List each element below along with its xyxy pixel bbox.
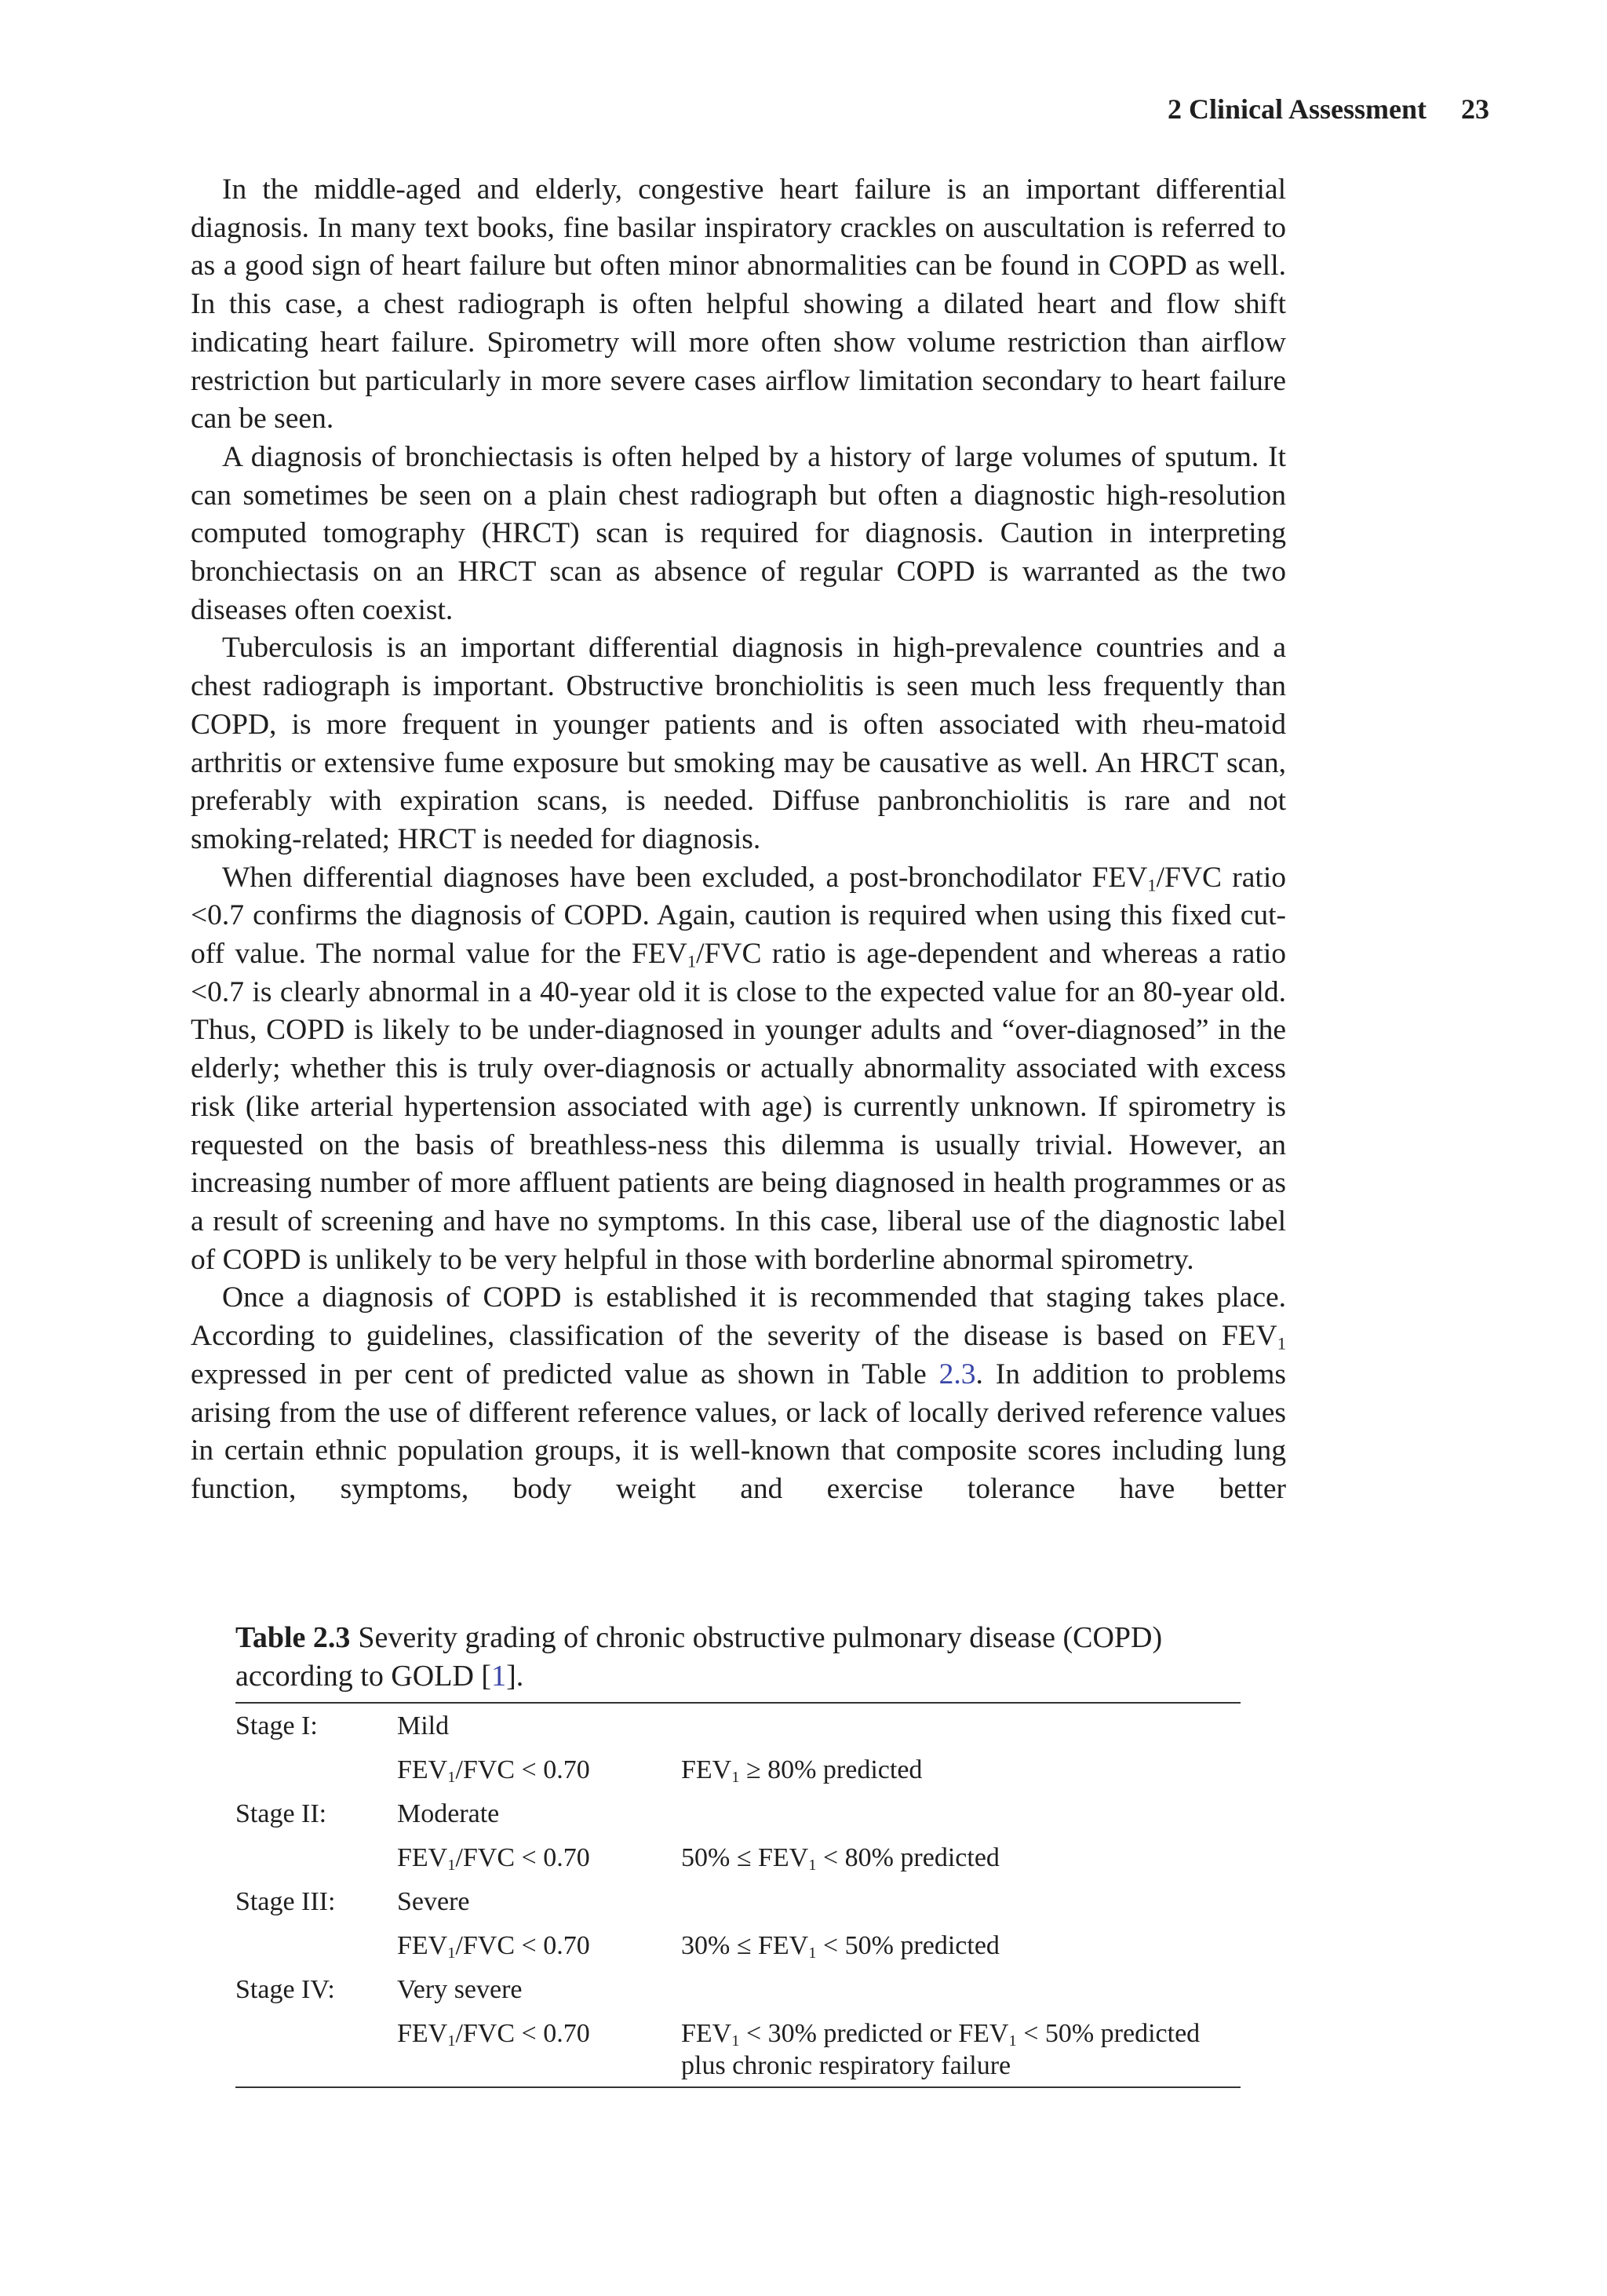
- table-bottom-rule: [235, 2086, 1241, 2088]
- stage-label: Stage IV:: [235, 1975, 335, 2004]
- severity-label: Mild: [397, 1711, 450, 1740]
- ratio-cell: $FEV_1$/FVC < 0.70: [397, 1931, 590, 1963]
- chapter-title: 2 Clinical Assessment: [1167, 93, 1427, 125]
- paragraph-tuberculosis: Tuberculosis is an important differential diagnosis in high-prevalence countries and a chest radiograph is important. Obstructive bronchiolitis is seen much less frequently than COPD, is more frequent in younger patients and is often associated with rheu-matoid arthritis or extensive fume exposure but smoking may be causative as well. An HRCT scan, preferably with expiration scans, is needed. Diffuse panbronchiolitis is rare and not smoking-related; HRCT is needed for diagnosis.: [191, 632, 1286, 855]
- stage-label: Stage I:: [235, 1711, 318, 1740]
- criterion-cell: $FEV_1 \ge 80\%$ predicted: [681, 1755, 923, 1787]
- paragraph-heart-failure: In the middle-aged and elderly, congestive heart failure is an important differential diagnosis. In many text books, fine basilar inspiratory crackles on auscultation is referred to as a good sign of heart failure but often minor abnormalities can be found in COPD as well. In this case, a chest radiograph is often helpful showing a dilated heart and flow shift indicating heart failure. Spirometry will more often show volume restriction than airflow restriction but particularly in more severe cases airflow limitation secondary to heart failure can be seen.: [191, 173, 1286, 436]
- criterion-cell: $FEV_1 < 30\%$ predicted or $FEV_1 < 50\%$ predicted plus chronic respiratory failure: [681, 2019, 1201, 2080]
- severity-table: [235, 1619, 1241, 2088]
- citation-link[interactable]: 1: [491, 1660, 507, 1693]
- paragraph-staging: Once a diagnosis of COPD is established it is recommended that staging takes place. According to guidelines, classification of the severity of the disease is based on $FEV_1$ expressed in per cent of predicted value as shown in Table 2.3. In addition to problems arising from the use of different reference values, or lack of locally derived reference values in certain ethnic population groups, it is well-known that composite scores including lung function, symptoms, body weight and exercise tolerance have better: [191, 1281, 1287, 1505]
- criterion-cell: $50\% \le FEV_1 < 80\%$ predicted: [681, 1843, 1000, 1875]
- paragraph-bronchiectasis: A diagnosis of bronchiectasis is often helped by a history of large volumes of sputum. It can sometimes be seen on a plain chest radiograph but often a diagnostic high-resolution computed tomography (HRCT) scan is required for diagnosis. Caution in interpreting bronchiectasis on an HRCT scan as absence of regular COPD is warranted as the two diseases often coexist.: [191, 440, 1286, 626]
- running-header: [1168, 93, 1489, 126]
- stage-label: Stage II:: [235, 1799, 327, 1828]
- ratio-cell: $FEV_1$/FVC < 0.70: [397, 1843, 590, 1875]
- table-caption: Table 2.3 Severity grading of chronic obstructive pulmonary disease (COPD) according to GOLD [1].: [235, 1621, 1163, 1693]
- paragraph-fev1-ratio: When differential diagnoses have been excluded, a post-bronchodilator $FEV_1$/FVC ratio <0.7 confirms the diagnosis of COPD. Again, caution is required when using this fixed cut-off value. The normal value for the $FEV_1$/FVC ratio is age-dependent and whereas a ratio <0.7 is clearly abnormal in a 40-year old it is close to the expected value for an 80-year old. Thus, COPD is likely to be under-diagnosed in younger adults and “over-diagnosed” in the elderly; whether this is truly over-diagnosis or actually abnormality associated with excess risk (like arterial hypertension associated with age) is currently unknown. If spirometry is requested on the basis of breathless-ness this dilemma is usually trivial. However, an increasing number of more affluent patients are being diagnosed in health programmes or as a result of screening and have no symptoms. In this case, liberal use of the diagnostic label of COPD is unlikely to be very helpful in those with borderline abnormal spirometry.: [191, 861, 1287, 1276]
- table-label: Table 2.3: [235, 1621, 351, 1654]
- table-row: [235, 1973, 1241, 2006]
- table-row: [235, 1886, 1241, 1918]
- table-row: [235, 1710, 1241, 1742]
- ratio-cell: $FEV_1$/FVC < 0.70: [397, 1755, 590, 1787]
- ratio-cell: $FEV_1$/FVC < 0.70: [397, 2019, 590, 2050]
- table-reference-link[interactable]: 2.3: [938, 1358, 976, 1390]
- table-row: [235, 1754, 1241, 1786]
- table-row: [235, 1798, 1241, 1830]
- severity-label: Severe: [397, 1887, 470, 1916]
- page-number: 23: [1461, 93, 1489, 125]
- severity-label: Very severe: [397, 1975, 523, 2004]
- table-row: [235, 2017, 1241, 2082]
- table-row: [235, 1930, 1241, 1962]
- table-row: [235, 1842, 1241, 1874]
- severity-label: Moderate: [397, 1799, 500, 1828]
- body-text: [191, 171, 1286, 1509]
- criterion-cell: $30\% \le FEV_1 < 50\%$ predicted: [681, 1931, 1000, 1963]
- stage-label: Stage III:: [235, 1887, 336, 1916]
